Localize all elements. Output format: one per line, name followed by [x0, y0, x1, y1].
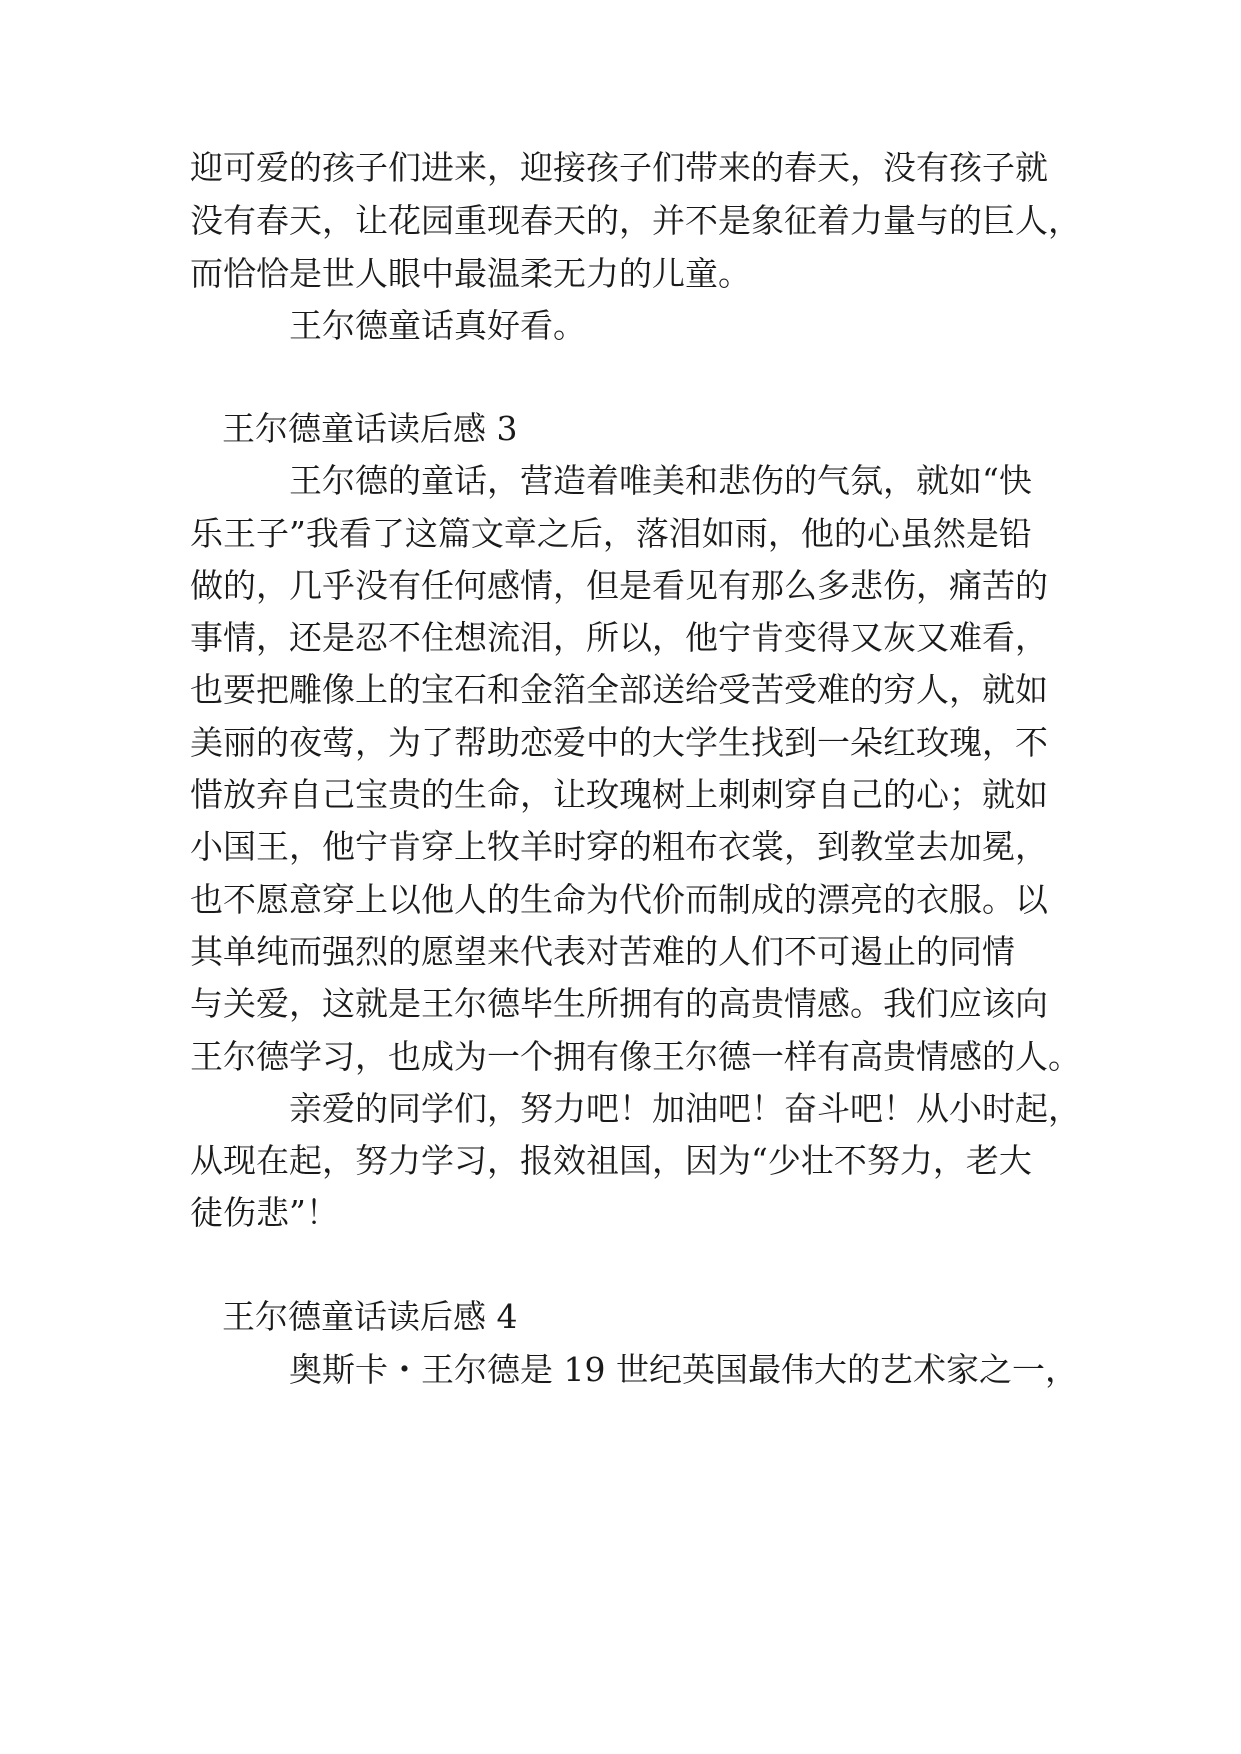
- paragraph-line: 惜放弃自己宝贵的生命，让玫瑰树上刺刺穿自己的心；就如: [190, 775, 1048, 814]
- paragraph-line: 其单纯而强烈的愿望来代表对苦难的人们不可遏止的同情: [190, 932, 1015, 971]
- paragraph-line: 小国王，他宁肯穿上牧羊时穿的粗布衣裳，到教堂去加冕，: [190, 827, 1048, 866]
- paragraph-line: 徒伤悲”！: [190, 1193, 339, 1232]
- paragraph-line: 迎可爱的孩子们进来，迎接孩子们带来的春天，没有孩子就: [190, 148, 1048, 187]
- paragraph-line: 事情，还是忍不住想流泪，所以，他宁肯变得又灰又难看，: [190, 618, 1048, 657]
- paragraph-line: 没有春天，让花园重现春天的，并不是象征着力量与的巨人，: [190, 201, 1081, 240]
- paragraph-line: 也不愿意穿上以他人的生命为代价而制成的漂亮的衣服。以: [190, 880, 1048, 919]
- paragraph-line: 美丽的夜莺，为了帮助恋爱中的大学生找到一朵红玫瑰，不: [190, 723, 1048, 762]
- paragraph-line: 做的，几乎没有任何感情，但是看见有那么多悲伤，痛苦的: [190, 566, 1048, 605]
- paragraph-line: 也要把雕像上的宝石和金箔全部送给受苦受难的穷人，就如: [190, 670, 1048, 709]
- paragraph-line: 王尔德学习，也成为一个拥有像王尔德一样有高贵情感的人。: [190, 1037, 1081, 1076]
- paragraph-line: 而恰恰是世人眼中最温柔无力的儿童。: [190, 254, 751, 293]
- paragraph-line: 奥斯卡・王尔德是 19 世纪英国最伟大的艺术家之一，: [289, 1350, 1078, 1389]
- paragraph-line: 王尔德童话真好看。: [289, 306, 586, 345]
- paragraph-line: 与关爱，这就是王尔德毕生所拥有的高贵情感。我们应该向: [190, 984, 1048, 1023]
- paragraph-line: 王尔德的童话，营造着唯美和悲伤的气氛，就如“快: [289, 461, 1032, 500]
- paragraph-line: 从现在起，努力学习，报效祖国，因为“少壮不努力，老大: [190, 1141, 1032, 1180]
- paragraph-line: 乐王子”我看了这篇文章之后，落泪如雨，他的心虽然是铅: [190, 514, 1032, 553]
- paragraph-line: 亲爱的同学们，努力吧！加油吧！奋斗吧！从小时起，: [289, 1089, 1081, 1128]
- section-heading: 王尔德童话读后感 4: [222, 1297, 518, 1336]
- section-heading: 王尔德童话读后感 3: [222, 409, 518, 448]
